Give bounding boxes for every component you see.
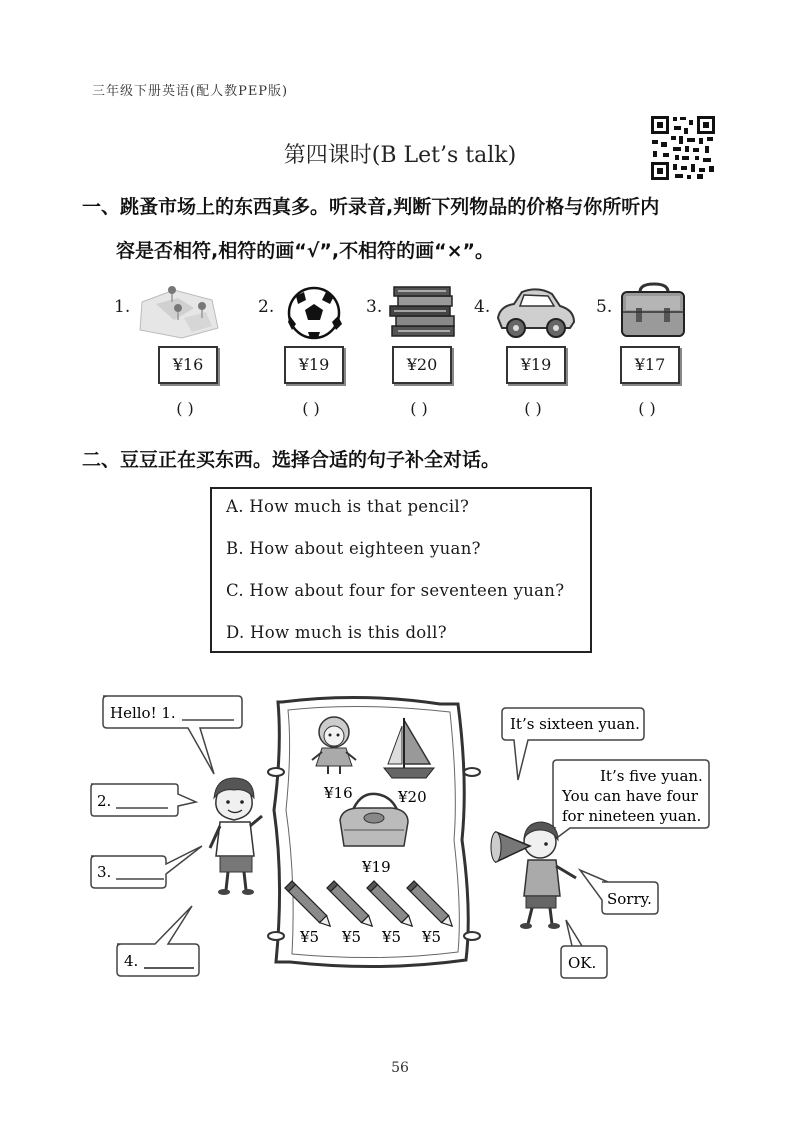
answer-blank[interactable]: ( ) [410, 399, 428, 418]
item-number: 3. [366, 297, 383, 317]
girl-bubble-3-text: Sorry. [607, 890, 652, 908]
option-a: A. How much is that pencil? [226, 497, 470, 516]
lesson-title: 第四课时(B Let’s talk) [283, 143, 517, 168]
price-tag: ¥16 [158, 346, 218, 384]
price-tag: ¥20 [392, 346, 452, 384]
price-tag: ¥19 [284, 346, 344, 384]
answer-blank[interactable]: ( ) [638, 399, 656, 418]
item-number: 5. [596, 297, 613, 317]
pencil-price: ¥5 [300, 928, 320, 946]
option-d: D. How much is this doll? [226, 623, 447, 642]
price-tag: ¥17 [620, 346, 680, 384]
qr-code-icon [649, 114, 717, 182]
answer-blank[interactable]: ( ) [176, 399, 194, 418]
option-c: C. How about four for seventeen yuan? [226, 581, 565, 600]
doll-price: ¥16 [324, 784, 353, 802]
answer-blank[interactable]: ( ) [302, 399, 320, 418]
pencil-price: ¥5 [342, 928, 362, 946]
item-number: 1. [114, 297, 131, 317]
girl-bubble-4-text: OK. [568, 954, 597, 972]
options-box [210, 487, 592, 653]
item-number: 2. [258, 297, 275, 317]
boy-bubble-2-text: 2. [97, 792, 112, 810]
answer-blank[interactable]: ( ) [524, 399, 542, 418]
girl-bubble-2-line3: for nineteen yuan. [562, 807, 702, 825]
girl-bubble-2-line1: It’s five yuan. [600, 767, 703, 785]
item-number: 4. [474, 297, 491, 317]
bag-icon [614, 282, 700, 340]
boat-price: ¥20 [398, 788, 427, 806]
section2-title: 二、豆豆正在买东西。选择合适的句子补全对话。 [82, 449, 501, 471]
toy-car-icon [492, 282, 578, 340]
book-header: 三年级下册英语(配人教PEP版) [92, 84, 289, 99]
map-icon [134, 282, 220, 340]
price-tag: ¥19 [506, 346, 566, 384]
page-number: 56 [391, 1060, 409, 1076]
dialogue-scene [0, 660, 800, 990]
boy-figure [210, 778, 262, 895]
boy-bubble-1-text: Hello! 1. [110, 704, 176, 722]
bag-price: ¥19 [362, 858, 391, 876]
section1-title-cont: 容是否相符,相符的画“√”,不相符的画“×”。 [116, 240, 494, 262]
boy-bubble-3-text: 3. [97, 863, 112, 881]
girl-bubble-2-line2: You can have four [562, 787, 698, 805]
girl-bubble-1-text: It’s sixteen yuan. [510, 715, 640, 733]
pencil-price: ¥5 [382, 928, 402, 946]
girl-figure [491, 822, 576, 929]
books-icon [384, 282, 470, 340]
option-b: B. How about eighteen yuan? [226, 539, 481, 558]
section1-title: 一、跳蚤市场上的东西真多。听录音,判断下列物品的价格与你所听内 [82, 196, 660, 218]
pencil-price: ¥5 [422, 928, 442, 946]
soccer-ball-icon [276, 282, 362, 340]
boy-bubble-4-text: 4. [124, 952, 139, 970]
